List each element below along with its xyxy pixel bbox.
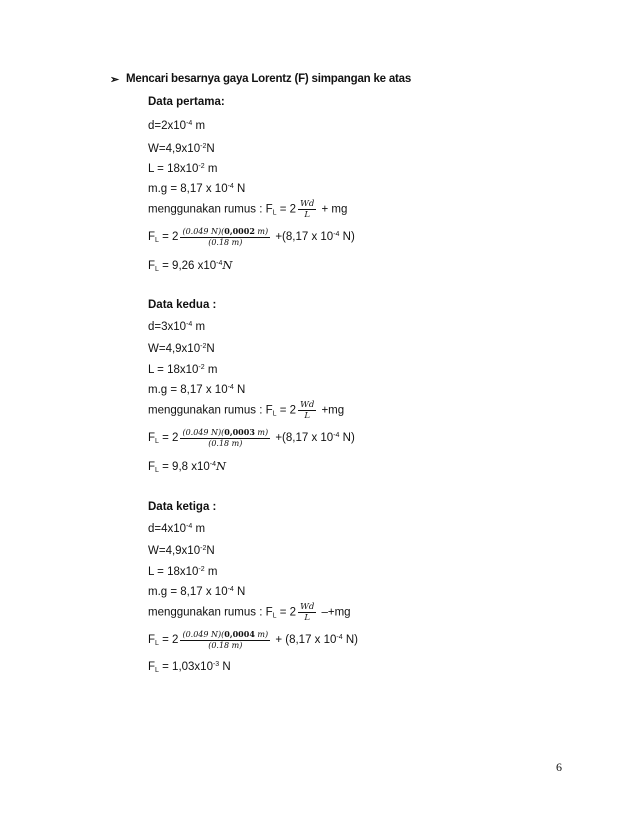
- result-line: $F_L = 9,26$ $x10^{-4}N$: [148, 258, 233, 273]
- value-mg: m.g = 8,17 x $10^{-4}$ N: [148, 586, 246, 598]
- calculation-fraction: $\frac{(0.049 N)(0,0004 m)}{(0.18 m)}$: [182, 629, 269, 650]
- calculation-fraction: $\frac{(0.049 N)(0,0002 m)}{(0.18 m)}$: [182, 226, 269, 247]
- calculation-line: $F_L = 2$ $\frac{(0.049 N)(0,0003 m)}{(0.18 m)}$ +(8,17 x $10^{-4}$ N): [148, 427, 355, 448]
- page-number: 6: [556, 760, 562, 774]
- calculation-line: $F_L = 2$ $\frac{(0.049 N)(0,0002 m)}{(0.18 m)}$ +(8,17 x $10^{-4}$ N): [148, 226, 355, 247]
- arrow-bullet-icon: ➢: [110, 74, 120, 86]
- formula-line: menggunakan rumus : $F_L = 2$ $\frac{Wd}{L}$ –+mg: [148, 602, 351, 623]
- value-mg: m.g = 8,17 x $10^{-4}$ N: [148, 183, 246, 195]
- value-mg: m.g = 8,17 x $10^{-4}$ N: [148, 384, 246, 396]
- formula-line: menggunakan rumus : $F_L = 2$ $\frac{Wd}{L}$ + mg: [148, 199, 348, 220]
- section-title: Data pertama:: [148, 96, 225, 108]
- result-line: $F_L = 9,8$ $x10^{-4}N$: [148, 459, 227, 474]
- section-title: Data ketiga :: [148, 501, 217, 513]
- value-w: $W=4,9x10^{-2}N$: [148, 143, 215, 155]
- calculation-fraction: $\frac{(0.049 N)(0,0003 m)}{(0.18 m)}$: [182, 427, 269, 448]
- formula-fraction: $\frac{Wd}{L}$: [300, 602, 315, 623]
- result-line: $F_L = 1,03x10^{-3}$ N: [148, 661, 231, 674]
- heading-text: Mencari besarnya gaya Lorentz (F) simpangan ke atas: [126, 73, 412, 85]
- value-d: $d=2x10^{-4}$ m: [148, 120, 206, 132]
- value-w: $W=4,9x10^{-2}N$: [148, 343, 215, 355]
- value-l: $L = 18x10^{-2}$ m: [148, 364, 218, 376]
- value-w: $W=4,9x10^{-2}N$: [148, 545, 215, 557]
- formula-fraction: $\frac{Wd}{L}$: [300, 400, 315, 421]
- formula-line: menggunakan rumus : $F_L = 2$ $\frac{Wd}{L}$ +mg: [148, 400, 345, 421]
- calculation-line: $F_L = 2$ $\frac{(0.049 N)(0,0004 m)}{(0.18 m)}$ + (8,17 x $10^{-4}$ N): [148, 629, 358, 650]
- value-l: $L = 18x10^{-2}$ m: [148, 566, 218, 578]
- formula-fraction: $\frac{Wd}{L}$: [300, 199, 315, 220]
- section-title: Data kedua :: [148, 299, 217, 311]
- value-d: $d=3x10^{-4}$ m: [148, 321, 206, 333]
- section-heading: [110, 73, 412, 86]
- value-l: $L = 18x10^{-2}$ m: [148, 163, 218, 175]
- value-d: $d=4x10^{-4}$ m: [148, 523, 206, 535]
